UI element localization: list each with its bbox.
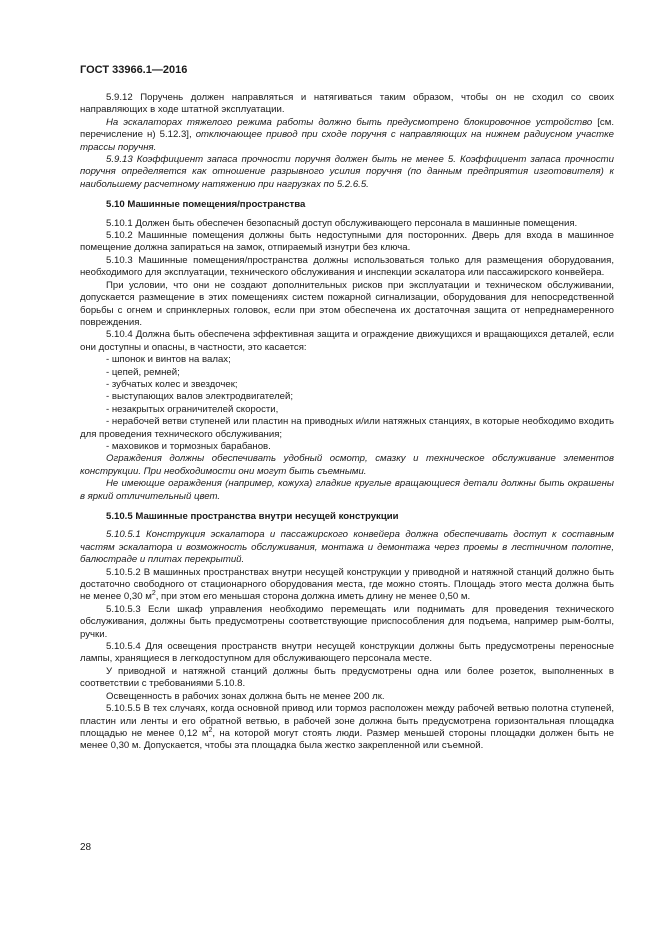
text-part-a: 5.10.5.5 В тех случаях, когда основной привод или тормоз расположен между рабочей ветвью полотна ступеней, пластин или ленты и его обратной ветвью, в рабочей зоне должна быть предусмотрена горизонтальная площадка площадью не менее 0,12 м (80, 703, 614, 739)
list-item: - выступающих валов электродвигателей; (106, 391, 294, 403)
paragraph-5-10-5-4-c: Освещенность в рабочих зонах должна быть не менее 200 лк. (106, 690, 385, 702)
paragraph-5-9-13-text: 5.9.13 Коэффициент запаса прочности поручня должен быть не менее 5. Коэффициент запаса прочности поручня определяется как отношение разрывного усилия поручня (по данным предприятия изготовителя) к наибольшему расчетному натяжению при нагрузках по 5.2.6.5. (80, 154, 614, 190)
italic-text: Ограждения должны обеспечивать удобный осмотр, смазку и техническое обслуживание элементов конструкции. При необходимости они могут быть съемными. (80, 453, 614, 477)
note-italic-a: На эскалаторах тяжелого режима работы должно быть предусмотрено блокировочное устройство (106, 116, 593, 128)
list-item: - нерабочей ветви ступеней или пластин на приводных и/или натяжных станциях, в которые необходимо входить для проведения технического обслуживания; (80, 416, 614, 440)
list-item: - цепей, ремней; (106, 366, 180, 378)
paragraph-5-10-5-3: 5.10.5.3 Если шкаф управления необходимо перемещать или поднимать для проведения технического обслуживания, должны быть предусмотрены соответствующие приспособления для подъема, например рым-болты, ручки. (80, 603, 614, 640)
list-item: - незакрытых ограничителей скорости, (106, 403, 279, 415)
list-item: - шпонок и винтов на валах; (106, 354, 231, 366)
superscript: 2 (151, 590, 156, 598)
paragraph-5-10-4-italic-2 (80, 478, 614, 503)
document-header: ГОСТ 33966.1—2016 (80, 64, 188, 76)
paragraph-5-10-1: 5.10.1 Должен быть обеспечен безопасный доступ обслуживающего персонала в машинные помещения. (106, 217, 578, 229)
note-italic-c: отключающее привод при сходе поручня с направляющих на нижнем радиусном участке трассы поручня. (80, 129, 614, 153)
text-part-b: , при этом его меньшая сторона должна иметь длину не менее 0,50 м. (155, 591, 471, 603)
italic-text: 5.10.5.1 Конструкция эскалатора и пассажирского конвейера должна обеспечивать доступ к составным частям эскалатора и возможность обслуживания, монтажа и демонтажа через проемы в лестничном полотне, балюстраде и плитах перекрытий. (80, 529, 614, 566)
paragraph-5-10-2: 5.10.2 Машинные помещения должны быть недоступными для посторонних. Дверь для входа в машинное помещение должна запираться на замок, отпираемый изнутри без ключа. (80, 230, 614, 254)
note-reference: [см. перечисление н) 5.12.3], (80, 116, 614, 141)
paragraph-5-10-3: 5.10.3 Машинные помещения/пространства должны использоваться только для размещения оборудования, необходимого для эксплуатации, технического обслуживания и инспекции эскалатора или пассажирского конвейера. (80, 254, 614, 279)
list-item: - зубчатых колес и звездочек; (106, 378, 238, 390)
list-item: - маховиков и тормозных барабанов. (106, 440, 271, 452)
paragraph-5-10-4-italic-1 (80, 453, 614, 478)
page-number: 28 (80, 842, 92, 853)
paragraph-5-10-5-2 (80, 567, 614, 604)
paragraph-5-10-5-4: 5.10.5.4 Для освещения пространств внутри несущей конструкции должны быть предусмотрены переносные лампы, хранящиеся в легкодоступном для обслуживающего персонала месте. (80, 641, 614, 665)
italic-text: Не имеющие ограждения (например, кожуха) гладкие круглые вращающиеся детали должны быть окрашены в яркий отличительный цвет. (80, 478, 614, 502)
paragraph-5-9-12-note (80, 117, 614, 154)
paragraph-5-10-3-b: При условии, что они не создают дополнительных рисков при эксплуатации и техническом обслуживании, допускается размещение в этих помещениях систем пожарной сигнализации, оборудования для непосредственной борьбы с огнем и спринклерных головок, если при этом обеспечена их достаточная защита от непреднамеренного повреждения. (80, 279, 614, 328)
superscript: 2 (208, 726, 213, 734)
text-part-b: , на которой могут стоять люди. Размер меньшей стороны площадки должен быть не менее 0,30 м. Допускается, чтобы эта площадка была жестко закрепленной или съемной. (80, 727, 614, 752)
document-body (80, 92, 614, 753)
paragraph-5-10-4: 5.10.4 Должна быть обеспечена эффективная защита и ограждение движущихся и вращающихся деталей, если они доступны и опасны, в частности, это касается: (80, 329, 614, 353)
paragraph-5-10-5-4-b: У приводной и натяжной станций должны быть предусмотрены одна или более розеток, выполненных в соответствии с требованиями 5.10.8. (80, 665, 614, 690)
text-part-a: 5.10.5.2 В машинных пространствах внутри несущей конструкции у приводной и натяжной станций должно быть достаточно свободного от стационарного оборудования места, где можно стоять. Площадь этого места должна быть не менее 0,30 м (80, 566, 614, 603)
section-heading-5-10-5: 5.10.5 Машинные пространства внутри несущей конструкции (106, 511, 399, 522)
paragraph-5-10-5-5 (80, 703, 614, 753)
paragraph-5-10-5-1 (80, 529, 614, 566)
section-heading-5-10: 5.10 Машинные помещения/пространства (106, 199, 306, 211)
paragraph-5-9-13 (80, 154, 614, 191)
paragraph-5-9-12: 5.9.12 Поручень должен направляться и натягиваться таким образом, чтобы он не сходил со своих направляющих в ходе штатной эксплуатации. (80, 92, 614, 116)
